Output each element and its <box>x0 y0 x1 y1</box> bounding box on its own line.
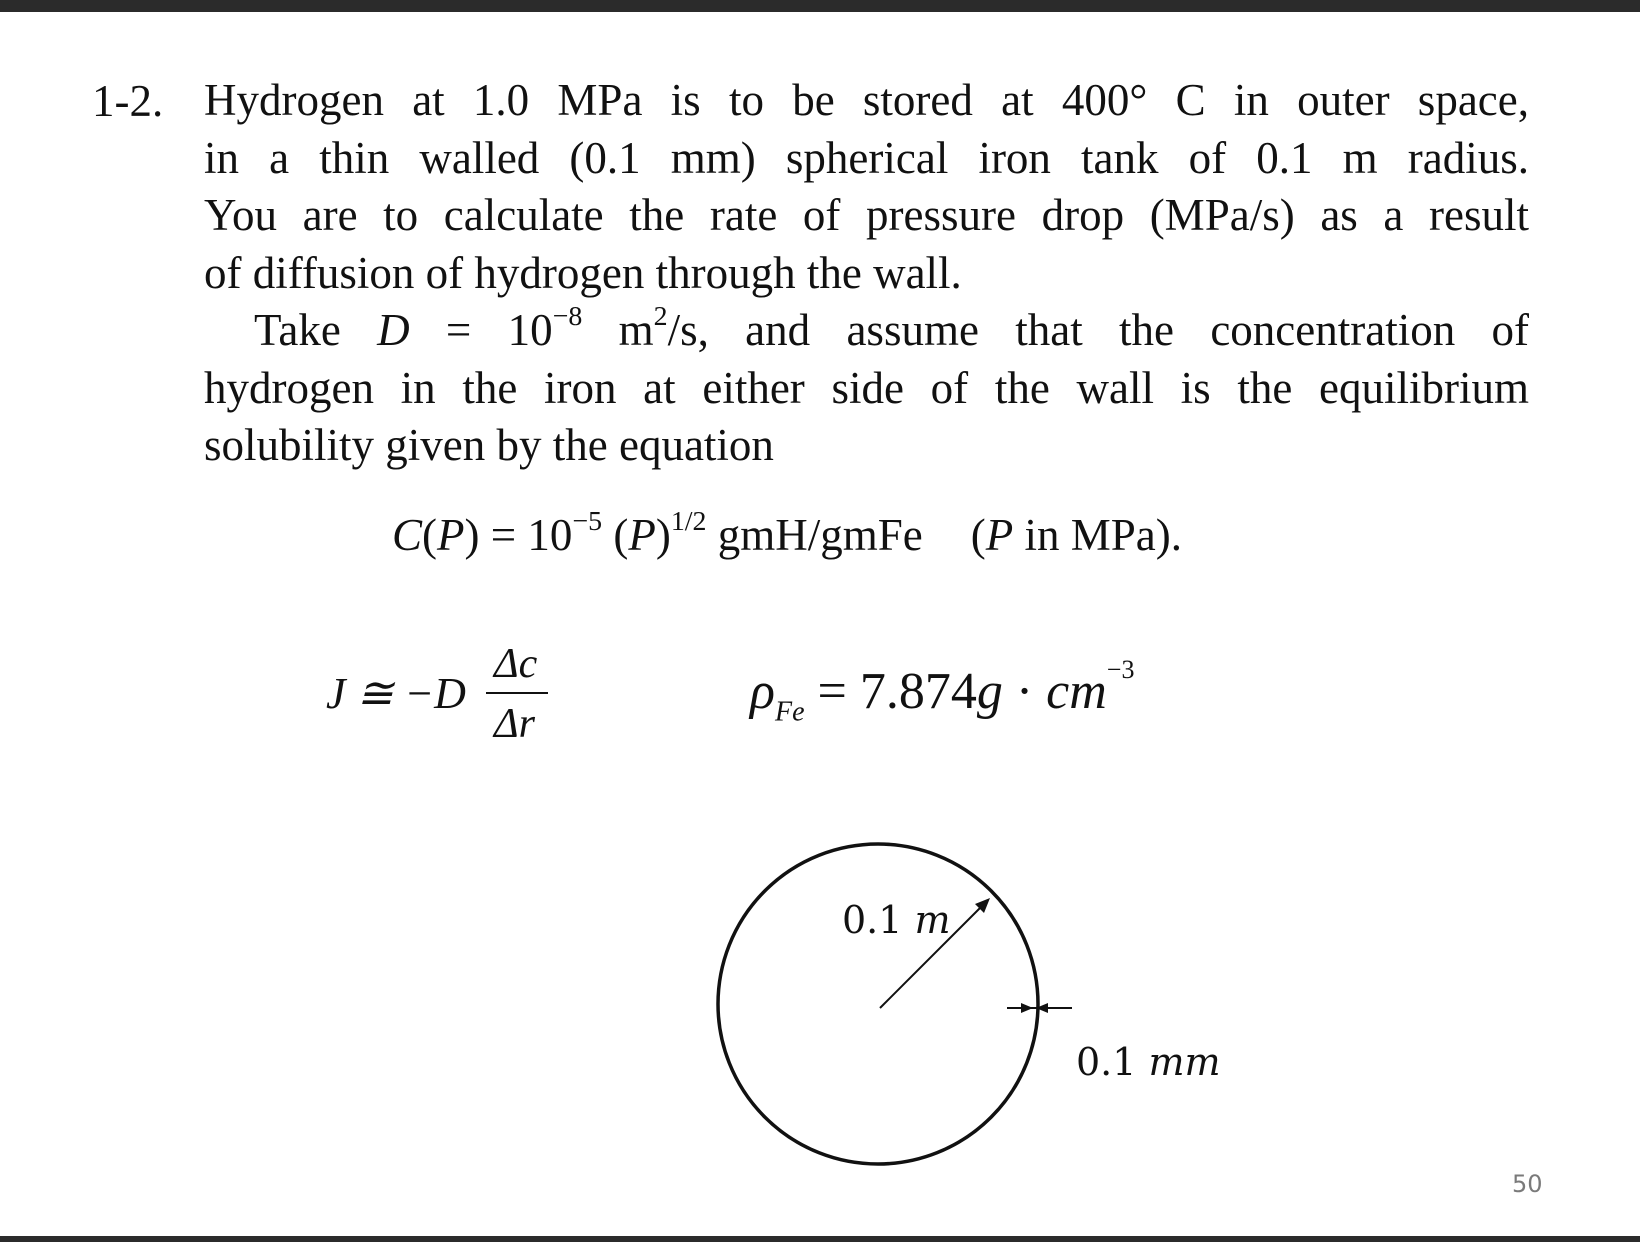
solubility-note-p: P <box>985 510 1014 560</box>
radius-value: 0.1 <box>842 898 915 942</box>
paragraph-2-line: solubility given by the equation <box>204 420 774 470</box>
solubility-note: in MPa). <box>1013 510 1182 560</box>
problem-number: 1-2. <box>92 76 164 126</box>
solubility-exponent: −5 <box>572 505 603 537</box>
page-number: 50 <box>1512 1170 1543 1198</box>
radius-label <box>842 898 951 942</box>
tank-circle <box>718 844 1038 1164</box>
paragraph-1-line: You are to calculate the rate of pressure drop (MPa/s) as a result <box>204 190 1529 240</box>
problem-paragraph-1 <box>204 72 1529 302</box>
paragraph-1-line: in a thin walled (0.1 mm) spherical iron tank of 0.1 m radius. <box>204 132 1529 183</box>
density-value: = 7.874 <box>804 662 977 720</box>
diffusivity-value: = 10 <box>409 305 553 355</box>
density-exponent: −3 <box>1106 655 1135 684</box>
bottom-border <box>0 1236 1640 1242</box>
thickness-label <box>1076 1040 1221 1084</box>
diffusivity-exponent: −8 <box>552 300 583 332</box>
solubility-equation: $C(P) = 10^{-5}$ $(P)^{1/2}$ gmH/gmFe (P in MPa). <box>392 505 1182 560</box>
thickness-unit: mm <box>1148 1040 1221 1084</box>
tank-diagram <box>700 830 1080 1170</box>
thickness-arrowhead-left <box>1021 1003 1033 1013</box>
density-unit-g: g <box>976 662 1003 720</box>
radius-unit: m <box>914 898 951 942</box>
diffusivity-symbol: D <box>377 305 410 355</box>
flux-numerator: Δc <box>494 641 538 687</box>
fraction-bar <box>486 692 548 694</box>
paragraph-2-line: hydrogen in the iron at either side of the wall is the equilibrium <box>204 362 1529 413</box>
thickness-value: 0.1 <box>1076 1040 1149 1084</box>
diffusivity-rest: /s, and assume that the concentration of <box>667 305 1529 355</box>
solubility-p-symbol: P <box>628 510 656 560</box>
solubility-c-symbol: C <box>392 510 423 560</box>
diffusivity-unit-exponent: 2 <box>653 300 668 332</box>
density-dot: · <box>1002 662 1047 720</box>
solubility-root-exponent: 1/2 <box>670 505 707 537</box>
density-subscript: Fe <box>774 696 805 728</box>
top-border <box>0 0 1640 12</box>
density-equation <box>750 655 1134 728</box>
solubility-p-arg: P <box>437 510 465 560</box>
flux-lhs: J ≅ −D <box>326 669 466 718</box>
problem-paragraph-2 <box>204 302 1529 475</box>
diffusivity-unit: m <box>582 305 654 355</box>
take-word: Take <box>254 305 341 355</box>
solubility-base: = 10 <box>479 510 573 560</box>
paragraph-1-line: Hydrogen at 1.0 MPa is to be stored at 400° C in outer space, <box>204 75 1529 125</box>
density-symbol: ρ <box>750 662 775 720</box>
paragraph-1-line: of diffusion of hydrogen through the wall. <box>204 247 962 298</box>
diffusivity-line <box>204 302 1529 360</box>
solubility-units: gmH/gmFe <box>706 510 923 560</box>
flux-denominator: Δr <box>494 701 535 747</box>
density-unit-cm: cm <box>1046 662 1107 720</box>
